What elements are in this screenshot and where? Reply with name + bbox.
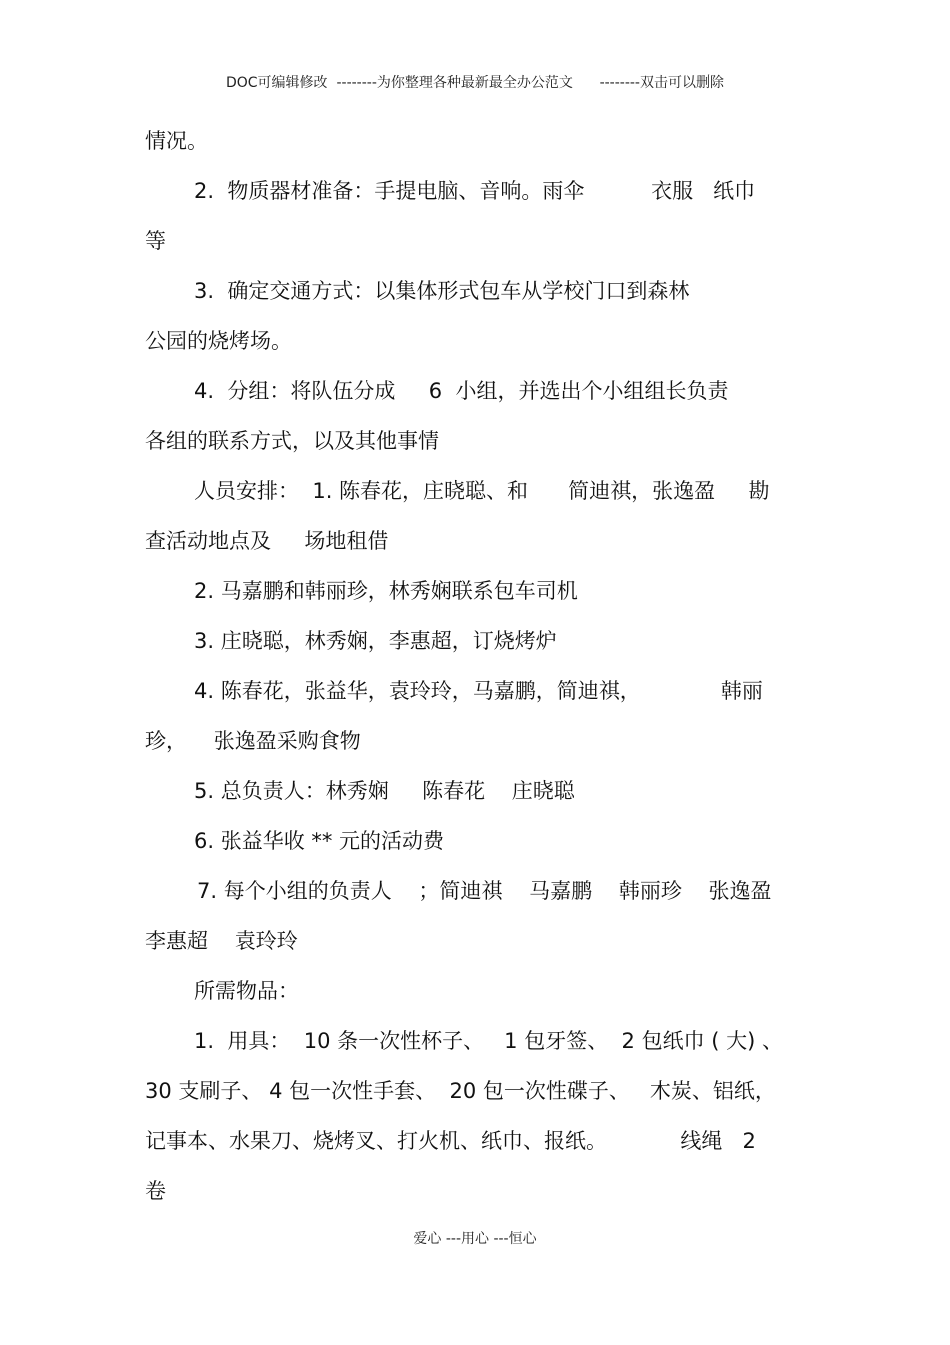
text-line-4: 3. 确定交通方式：以集体形式包车从学校门口到森林: [194, 279, 690, 303]
text-line-13: 珍， 张逸盈采购食物: [145, 729, 361, 753]
text-line-8: 人员安排： 1. 陈春花，庄晓聪、和 简迪祺，张逸盈 勘: [194, 479, 770, 503]
text-line-15: 6. 张益华收 ** 元的活动费: [194, 829, 445, 853]
text-line-6: 4. 分组：将队伍分成 6 小组，并选出个小组组长负责: [194, 379, 729, 403]
text-line-17: 李惠超 袁玲玲: [145, 929, 298, 953]
text-line-12: 4. 陈春花，张益华，袁玲玲，马嘉鹏，简迪祺， 韩丽: [194, 679, 763, 703]
text-line-14: 5. 总负责人：林秀娴 陈春花 庄晓聪: [194, 779, 575, 803]
text-line-19: 1. 用具： 10 条一次性杯子、 1 包牙签、 2 包纸巾 ( 大) 、: [194, 1029, 783, 1053]
text-line-10: 2. 马嘉鹏和韩丽珍，林秀娴联系包车司机: [194, 579, 578, 603]
text-line-9: 查活动地点及 场地租借: [145, 529, 389, 553]
text-line-18: 所需物品：: [194, 979, 299, 1003]
text-line-2: 2. 物质器材准备：手提电脑、音响。雨伞 衣服 纸巾: [194, 179, 756, 203]
page-footer: 爱心 ---用心 ---恒心: [413, 1231, 537, 1247]
text-line-5: 公园的烧烤场。: [145, 329, 292, 353]
text-line-7: 各组的联系方式，以及其他事情: [145, 429, 439, 453]
text-line-20: 30 支刷子、 4 包一次性手套、 20 包一次性碟子、 木炭、铝纸，: [145, 1079, 776, 1103]
text-line-22: 卷: [145, 1179, 166, 1203]
text-line-1: 情况。: [145, 129, 208, 153]
page-header: DOC可编辑修改 --------为你整理各种最新最全办公范文 --------双击可以删除: [225, 75, 724, 91]
text-line-21: 记事本、水果刀、烧烤叉、打火机、纸巾、报纸。 线绳 2: [145, 1129, 756, 1153]
text-line-3: 等: [145, 229, 166, 253]
text-line-11: 3. 庄晓聪，林秀娴，李惠超，订烧烤炉: [194, 629, 557, 653]
text-line-16: 7. 每个小组的负责人 ；简迪祺 马嘉鹏 韩丽珍 张逸盈: [197, 879, 772, 903]
